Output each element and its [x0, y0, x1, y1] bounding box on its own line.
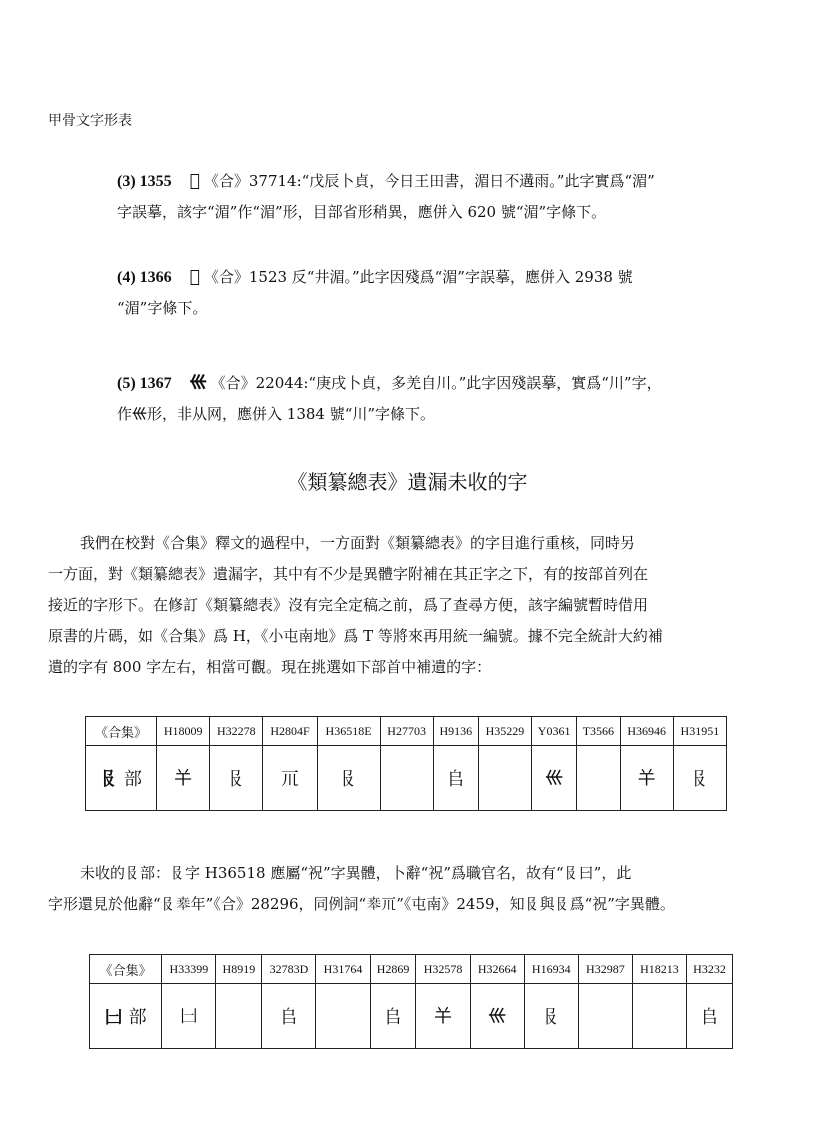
paragraph-line: 遺的字有 800 字左右，相當可觀。現在挑選如下部首中補遺的字：: [48, 658, 492, 676]
char-table-2: [89, 954, 733, 1049]
glyph-cell: 𢀢: [478, 746, 531, 811]
table-code: H36518E: [317, 717, 380, 746]
entry-4: [117, 262, 797, 323]
body-paragraph: [48, 528, 800, 683]
glyph-cell: 𢆉: [157, 746, 210, 811]
running-header: 甲骨文字形表: [48, 113, 132, 129]
paragraph-line: 未收的𠬝部：𠬝字 H36518 應屬“祝”字異體，卜辭“祝”爲職官名，故有“𠬝曰”，此: [80, 864, 632, 882]
entry-text: “湄”字條下。: [117, 299, 208, 317]
glyph-cell: 𠬝: [317, 746, 380, 811]
char-table-1: [85, 716, 727, 811]
entry-number: (5) 1367: [117, 375, 172, 392]
paragraph-line: 我們在校對《合集》釋文的過程中，一方面對《類纂總表》的字目進行重核，同時另: [80, 534, 636, 552]
glyph-cell: 𠬝: [673, 746, 726, 811]
glyph-cell: 𠇏: [316, 984, 370, 1049]
table-code: H33399: [162, 955, 216, 984]
radical-glyph: 𠙵: [104, 1007, 123, 1028]
entry-text: 《合》37714:“戊辰卜貞，今日王田書，湄日不遘雨。”此字實爲“湄”: [203, 172, 655, 190]
table-code: H16934: [524, 955, 578, 984]
radical-cell: [86, 746, 157, 811]
entry-5: [117, 368, 797, 429]
oracle-glyph: 𢀢: [189, 267, 200, 287]
glyph-cell: 𠂤: [687, 984, 733, 1049]
table-code: H31764: [316, 955, 370, 984]
radical-suffix: 部: [128, 1007, 147, 1028]
table-code: T3566: [577, 717, 620, 746]
entry-text: 作𡿧形，非从网，應併入 1384 號“川”字條下。: [117, 405, 436, 423]
glyph-cell: 𢆉: [620, 746, 673, 811]
table-code: H27703: [380, 717, 433, 746]
table-code: H18213: [632, 955, 686, 984]
table-code: H31951: [673, 717, 726, 746]
glyph-cell: 𠂤: [433, 746, 478, 811]
glyph-cell: 𥘅: [263, 746, 317, 811]
section-title: 《類纂總表》遺漏未收的字: [287, 470, 528, 494]
table-code: H2869: [370, 955, 416, 984]
entry-number: (3) 1355: [117, 173, 172, 190]
table-code: Y0361: [532, 717, 577, 746]
glyph-cell: 𢀢: [380, 746, 433, 811]
entry-text: 《合》22044:“庚戌卜貞，多羌自川。”此字因殘誤摹，實爲“川”字，: [210, 374, 662, 392]
paragraph-line: 接近的字形下。在修訂《類纂總表》沒有完全定稿之前，爲了查尋方便，該字編號暫時借用: [48, 596, 649, 614]
glyph-cell: 𠂤: [370, 984, 416, 1049]
table-label: 《合集》: [86, 717, 157, 746]
glyph-cell: 𠂤: [262, 984, 316, 1049]
glyph-cell: 𠬝: [210, 746, 263, 811]
radical-cell: [90, 984, 162, 1049]
table-code: H32664: [470, 955, 524, 984]
paragraph-line: 一方面，對《類纂總表》遺漏字，其中有不少是異體字附補在其正字之下，有的按部首列在: [48, 565, 649, 583]
glyph-cell: 𡿧: [470, 984, 524, 1049]
table-code: H18009: [157, 717, 210, 746]
entry-text: 字誤摹，該字“湄”作“湄”形，目部省形稍異，應併入 620 號“湄”字條下。: [117, 203, 607, 221]
oracle-glyph: 𠇏: [189, 171, 200, 191]
table-code: H2804F: [263, 717, 317, 746]
table-code: 32783D: [262, 955, 316, 984]
glyph-cell: 𢀢: [578, 984, 632, 1049]
entry-text: 《合》1523 反“井湄。”此字因殘爲“湄”字誤摹，應併入 2938 號: [203, 268, 633, 286]
glyph-cell: 𡿧: [532, 746, 577, 811]
table-code: H32987: [578, 955, 632, 984]
radical-suffix: 部: [124, 769, 143, 790]
entry-3: [117, 166, 797, 227]
table-code: H32278: [210, 717, 263, 746]
glyph-cell: 𢆉: [416, 984, 470, 1049]
entry-number: (4) 1366: [117, 269, 172, 286]
table-code: H36946: [620, 717, 673, 746]
glyph-cell: 𠇏: [632, 984, 686, 1049]
paragraph-line: 原書的片碼，如《合集》爲 H，《小屯南地》爲 T 等將來再用統一編號。據不完全統計大約補: [48, 627, 663, 645]
glyph-cell: 𠇏: [577, 746, 620, 811]
table-code: H9136: [433, 717, 478, 746]
paragraph-line: 字形還見於他辭“𠬝𠦪年”《合》28296，同例詞“𠦪𥘅”《屯南》2459，知𠬝與𠬝爲“祝”字異體。: [48, 895, 675, 913]
table-code: H35229: [478, 717, 531, 746]
glyph-cell: 𠙵: [162, 984, 216, 1049]
table-code: H8919: [216, 955, 262, 984]
table-label: 《合集》: [90, 955, 162, 984]
table-code: H3232: [687, 955, 733, 984]
glyph-cell: 𠬝: [524, 984, 578, 1049]
glyph-cell: 𢀢: [216, 984, 262, 1049]
body-paragraph-2: [48, 858, 800, 920]
table-code: H32578: [416, 955, 470, 984]
oracle-glyph: 𡿧: [189, 373, 207, 393]
radical-glyph: 𠬝: [100, 769, 119, 790]
